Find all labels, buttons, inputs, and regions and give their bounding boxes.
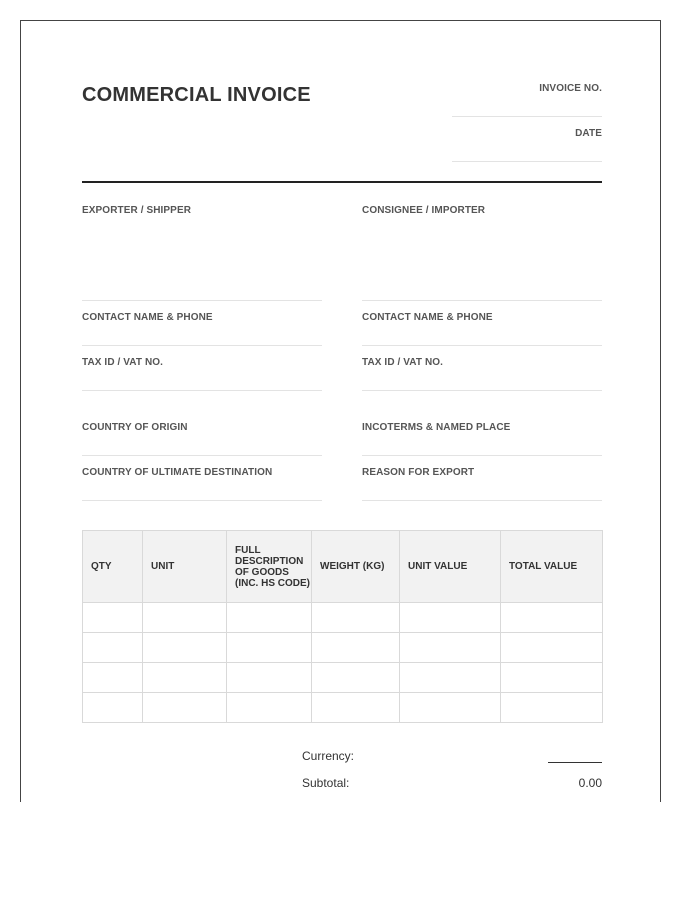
consignee-field[interactable] (362, 300, 602, 301)
column-header-total-value: TOTAL VALUE (501, 531, 603, 603)
table-row (83, 663, 603, 693)
reason-for-export-label: REASON FOR EXPORT (362, 467, 475, 478)
exporter-contact-label: CONTACT NAME & PHONE (82, 312, 213, 323)
table-row (83, 633, 603, 663)
exporter-contact-field[interactable] (82, 345, 322, 346)
subtotal-label: Subtotal: (302, 776, 350, 790)
header-divider (82, 181, 602, 183)
invoice-no-field[interactable] (452, 116, 602, 117)
table-cell[interactable] (143, 693, 227, 723)
table-cell[interactable] (227, 633, 312, 663)
table-cell[interactable] (501, 693, 603, 723)
table-cell[interactable] (83, 603, 143, 633)
consignee-label: CONSIGNEE / IMPORTER (362, 205, 486, 216)
table-cell[interactable] (143, 633, 227, 663)
table-cell[interactable] (312, 663, 400, 693)
consignee-tax-field[interactable] (362, 390, 602, 391)
date-field[interactable] (452, 161, 602, 162)
table-cell[interactable] (501, 633, 603, 663)
items-table (82, 530, 603, 723)
incoterms-label: INCOTERMS & NAMED PLACE (362, 422, 511, 433)
table-cell[interactable] (312, 633, 400, 663)
column-header-unit-value: UNIT VALUE (400, 531, 501, 603)
table-cell[interactable] (83, 663, 143, 693)
subtotal-value: 0.00 (578, 776, 602, 790)
table-cell[interactable] (83, 693, 143, 723)
table-cell[interactable] (501, 663, 603, 693)
consignee-contact-field[interactable] (362, 345, 602, 346)
column-header-qty: QTY (83, 531, 143, 603)
exporter-tax-label: TAX ID / VAT NO. (82, 357, 164, 368)
column-header-unit: UNIT (143, 531, 227, 603)
table-row (83, 693, 603, 723)
exporter-label: EXPORTER / SHIPPER (82, 205, 192, 216)
country-of-origin-label: COUNTRY OF ORIGIN (82, 422, 188, 433)
invoice-page (20, 20, 661, 802)
currency-label: Currency: (302, 749, 355, 763)
consignee-contact-label: CONTACT NAME & PHONE (362, 312, 493, 323)
table-cell[interactable] (227, 603, 312, 633)
table-cell[interactable] (400, 663, 501, 693)
incoterms-field[interactable] (362, 455, 602, 456)
column-header-weight: WEIGHT (KG) (312, 531, 400, 603)
column-header-description: FULL DESCRIPTION OF GOODS (INC. HS CODE) (227, 531, 312, 603)
table-cell[interactable] (400, 603, 501, 633)
reason-for-export-field[interactable] (362, 500, 602, 501)
items-header-row (83, 531, 603, 603)
date-label: DATE (575, 128, 602, 139)
exporter-tax-field[interactable] (82, 390, 322, 391)
table-cell[interactable] (143, 663, 227, 693)
invoice-no-label: INVOICE NO. (539, 83, 602, 94)
table-cell[interactable] (143, 603, 227, 633)
table-cell[interactable] (83, 633, 143, 663)
table-cell[interactable] (501, 603, 603, 633)
table-row (83, 603, 603, 633)
table-cell[interactable] (312, 603, 400, 633)
exporter-field[interactable] (82, 300, 322, 301)
table-cell[interactable] (227, 663, 312, 693)
destination-field[interactable] (82, 500, 322, 501)
country-of-origin-field[interactable] (82, 455, 322, 456)
consignee-tax-label: TAX ID / VAT NO. (362, 357, 444, 368)
table-cell[interactable] (400, 693, 501, 723)
invoice-title: COMMERCIAL INVOICE (82, 84, 311, 106)
table-cell[interactable] (312, 693, 400, 723)
currency-field[interactable] (548, 762, 602, 763)
destination-label: COUNTRY OF ULTIMATE DESTINATION (82, 467, 273, 478)
table-cell[interactable] (400, 633, 501, 663)
table-cell[interactable] (227, 693, 312, 723)
